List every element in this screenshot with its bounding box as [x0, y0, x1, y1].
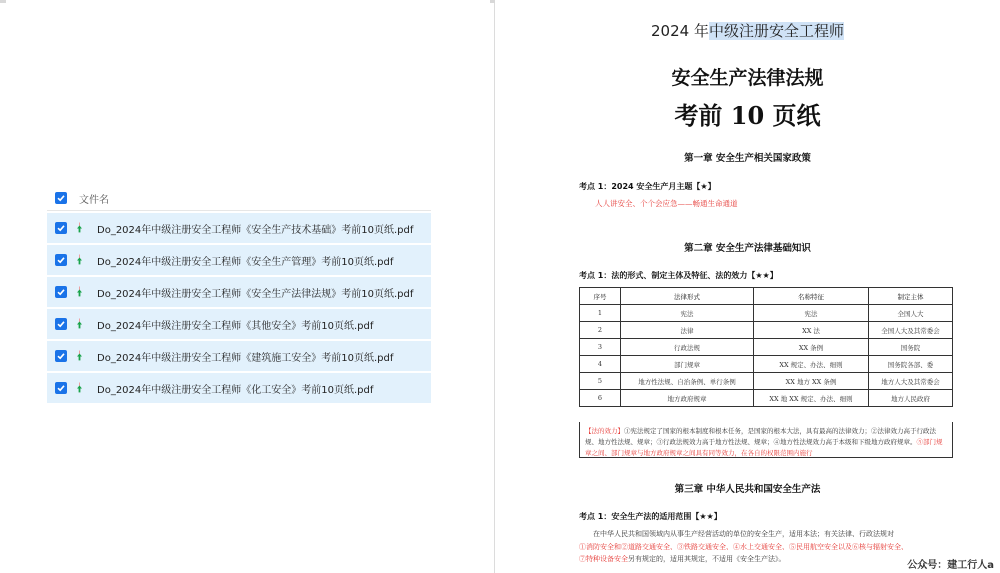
- chapter-1-point: 考点 1：2024 安全生产月主题【★】: [579, 182, 716, 191]
- pdf-file-icon: [75, 350, 84, 362]
- document-preview: [495, 0, 1000, 573]
- file-row[interactable]: [47, 213, 431, 243]
- note-label: 【法的效力】: [585, 427, 624, 435]
- chapter-3-point: 考点 1：安全生产法的适用范围【★★】: [579, 512, 722, 521]
- file-name[interactable]: Do_2024年中级注册安全工程师《其他安全》考前10页纸.pdf: [97, 320, 374, 332]
- table-cell: 宪法: [754, 305, 869, 322]
- corner-mark-left: [0, 0, 6, 3]
- table-row: [580, 373, 953, 390]
- note-text: ①宪法规定了国家的根本制度和根本任务，是国家的根本大法，具有最高的法律效力；②法律效力高于行政法规、地方性法规、规章；③行政法规效力高于地方性法规、规章；④地方性法规效力高于本级和下级地方政府规章。: [585, 427, 936, 446]
- table-header-cell: 名称特征: [754, 288, 869, 305]
- chapter-3-paragraph: [579, 528, 953, 566]
- title-highlight: 中级注册安全工程师: [708, 22, 844, 40]
- file-row[interactable]: [47, 277, 431, 307]
- paragraph-line-1: 在中华人民共和国领域内从事生产经营活动的单位的安全生产，适用本法；有关法律、行政法规对: [593, 530, 894, 538]
- table-cell: 6: [580, 390, 621, 407]
- document-big-title: 考前 10 页纸: [674, 101, 821, 130]
- table-cell: XX 规定、办法、细则: [754, 356, 869, 373]
- file-row[interactable]: [47, 309, 431, 339]
- table-row: [580, 322, 953, 339]
- table-header-cell: 法律形式: [621, 288, 754, 305]
- table-cell: 部门规章: [621, 356, 754, 373]
- table-cell: 法律: [621, 322, 754, 339]
- law-forms-table: [579, 287, 953, 407]
- note-red-text: ⑤部门规章之间、部门规章与地方政府规章之间具有同等效力，在各自的权限范围内施行: [585, 438, 943, 457]
- file-name[interactable]: Do_2024年中级注册安全工程师《安全生产法律法规》考前10页纸.pdf: [97, 288, 414, 300]
- pdf-file-icon: [75, 286, 84, 298]
- file-list-pane: [0, 0, 494, 573]
- table-cell: 5: [580, 373, 621, 390]
- table-cell: 全国人大: [869, 305, 953, 322]
- file-name[interactable]: Do_2024年中级注册安全工程师《安全生产管理》考前10页纸.pdf: [97, 256, 394, 268]
- table-header-cell: 序号: [580, 288, 621, 305]
- law-effect-note: [579, 422, 953, 458]
- file-name[interactable]: Do_2024年中级注册安全工程师《建筑施工安全》考前10页纸.pdf: [97, 352, 394, 364]
- table-row: [580, 339, 953, 356]
- document-title: [495, 20, 1000, 41]
- file-name[interactable]: Do_2024年中级注册安全工程师《安全生产技术基础》考前10页纸.pdf: [97, 224, 414, 236]
- table-cell: XX 地方 XX 条例: [754, 373, 869, 390]
- chapter-2-heading: 第二章 安全生产法律基础知识: [684, 243, 811, 254]
- table-cell: 地方人民政府: [869, 390, 953, 407]
- column-header-filename[interactable]: 文件名: [79, 194, 109, 206]
- chapter-1-heading: 第一章 安全生产相关国家政策: [684, 153, 811, 164]
- table-row: [580, 356, 953, 373]
- pdf-file-icon: [75, 382, 84, 394]
- table-cell: 国务院各部、委: [869, 356, 953, 373]
- row-checkbox[interactable]: [55, 318, 67, 330]
- paragraph-line-2: ①消防安全和②道路交通安全、③铁路交通安全、④水上交通安全、⑤民用航空安全以及⑥核与辐射安全、: [579, 542, 908, 551]
- document-subtitle: 安全生产法律法规: [671, 67, 824, 89]
- row-checkbox[interactable]: [55, 350, 67, 362]
- chapter-3-heading: 第三章 中华人民共和国安全生产法: [674, 484, 821, 495]
- file-list-header: [47, 186, 431, 211]
- table-cell: 1: [580, 305, 621, 322]
- file-name[interactable]: Do_2024年中级注册安全工程师《化工安全》考前10页纸.pdf: [97, 384, 374, 396]
- chapter-2-point: 考点 1：法的形式、制定主体及特征、法的效力【★★】: [579, 271, 778, 280]
- select-all-checkbox[interactable]: [55, 192, 67, 204]
- file-row[interactable]: [47, 373, 431, 403]
- file-list: [47, 186, 431, 403]
- table-cell: 地方性法规、自治条例、单行条例: [621, 373, 754, 390]
- table-cell: 2: [580, 322, 621, 339]
- file-row[interactable]: [47, 341, 431, 371]
- table-cell: 地方政府规章: [621, 390, 754, 407]
- table-cell: 4: [580, 356, 621, 373]
- row-checkbox[interactable]: [55, 222, 67, 234]
- table-row: [580, 390, 953, 407]
- pdf-file-icon: [75, 222, 84, 234]
- row-checkbox[interactable]: [55, 286, 67, 298]
- paragraph-line-3-red: ⑦特种设备安全: [579, 555, 628, 563]
- table-cell: XX 法: [754, 322, 869, 339]
- table-cell: 地方人大及其常委会: [869, 373, 953, 390]
- chapter-1-theme: 人人讲安全、个个会应急——畅通生命通道: [595, 199, 738, 208]
- table-cell: 全国人大及其常委会: [869, 322, 953, 339]
- table-cell: XX 地 XX 规定、办法、细则: [754, 390, 869, 407]
- table-cell: 3: [580, 339, 621, 356]
- table-cell: 国务院: [869, 339, 953, 356]
- row-checkbox[interactable]: [55, 382, 67, 394]
- title-prefix: 2024 年: [651, 22, 709, 40]
- table-row: [580, 305, 953, 322]
- row-checkbox[interactable]: [55, 254, 67, 266]
- table-cell: XX 条例: [754, 339, 869, 356]
- table-cell: 行政法规: [621, 339, 754, 356]
- file-row[interactable]: [47, 245, 431, 275]
- pdf-file-icon: [75, 254, 84, 266]
- paragraph-line-3: 另有规定的，适用其规定，不适用《安全生产法》。: [628, 555, 786, 563]
- table-cell: 宪法: [621, 305, 754, 322]
- table-header-cell: 制定主体: [869, 288, 953, 305]
- watermark: 公众号：建工行人a: [905, 556, 996, 571]
- pdf-file-icon: [75, 318, 84, 330]
